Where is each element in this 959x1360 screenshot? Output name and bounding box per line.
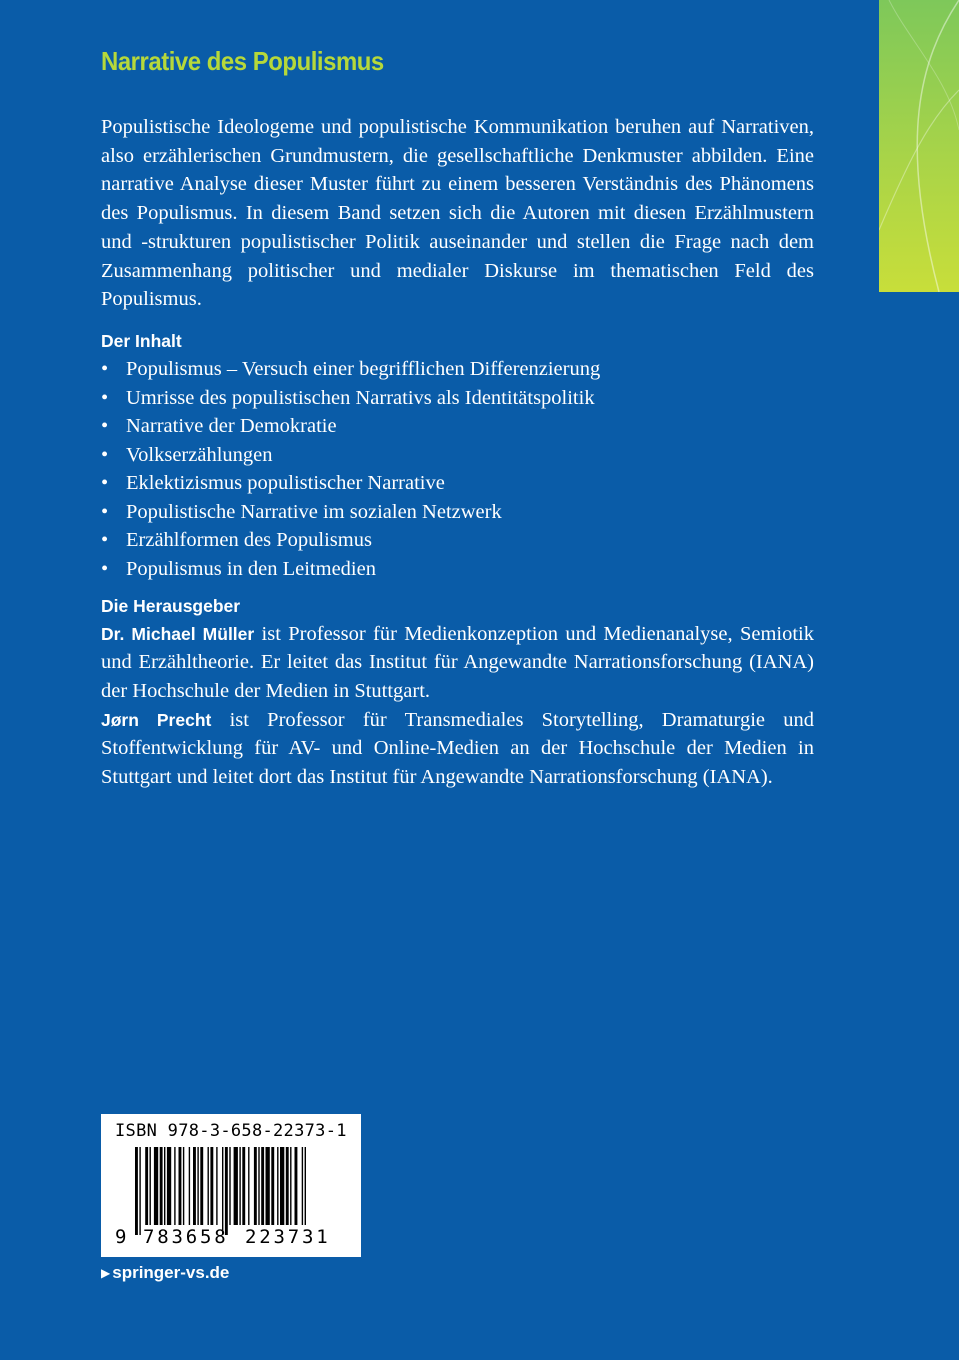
barcode-bar — [295, 1147, 298, 1225]
barcode-bar — [254, 1147, 257, 1225]
barcode-bar — [193, 1147, 196, 1225]
barcode-bar — [179, 1147, 182, 1225]
barcode-bar — [174, 1147, 175, 1225]
contents-item: • Eklektizismus populistischer Narrative — [101, 469, 814, 498]
editor-bio-text: ist Professor für Medienkonzeption und Medienanalyse, Semiotik und Erzähltheorie. Er leitet das Institut für Angewandte Narrationsforschung (IANA) der Hochschule der Medien in Stuttgart. — [101, 622, 814, 703]
bullet-icon: • — [101, 357, 109, 380]
accent-strip — [879, 0, 959, 292]
isbn-barcode — [101, 1114, 361, 1257]
arrow-right-icon: ▶ — [101, 1266, 111, 1280]
barcode-bar — [248, 1147, 249, 1225]
contents-item: • Umrisse des populistischen Narrativs als Identitätspolitik — [101, 384, 814, 413]
book-description: Populistische Ideologeme und populistische Kommunikation beruhen auf Narrativen, also erzählerischen Grundmustern, die gesellschaftliche Denkmuster abbilden. Eine narrative Analyse dieser Muster führt zu einem besseren Verständnis des Phänomens des Populismus. In diesem Band setzen sich die Autoren mit diesen Erzählmustern und -strukturen populistischer Politik auseinander und stellen die Frage nach dem Zusammenhang politischer und medialer Diskurse im thematischen Feld des Populismus. — [101, 116, 814, 311]
barcode-bar — [200, 1147, 203, 1225]
contents-item: • Populistische Narrative im sozialen Netzwerk — [101, 498, 814, 527]
contents-list — [101, 355, 814, 584]
book-title: Narrative des Populismus — [101, 46, 384, 76]
barcode-bar — [150, 1147, 151, 1225]
barcode-bar — [208, 1147, 209, 1225]
barcode-bar — [302, 1147, 303, 1225]
bullet-icon: • — [101, 500, 109, 523]
barcode-bar — [280, 1147, 284, 1225]
barcode-bar — [197, 1147, 198, 1225]
barcode-bar — [234, 1147, 238, 1225]
contents-item: • Populismus – Versuch einer begrifflichen Differenzierung — [101, 355, 814, 384]
editor-bio-precht — [101, 706, 814, 792]
contents-item: • Narrative der Demokratie — [101, 412, 814, 441]
bullet-icon: • — [101, 415, 109, 438]
bullet-icon: • — [101, 529, 109, 552]
bullet-icon: • — [101, 472, 109, 495]
barcode-bar — [286, 1147, 289, 1225]
editor-bio-text: ist Professor für Transmediales Storytelling, Dramaturgie und Stoffentwicklung für AV- und Online-Medien an der Hochschule der Medien in Stuttgart und leitet dort das Institut für Angewandte Narrationsforschung (IANA). — [101, 708, 814, 789]
barcode-digits-right: 223731 — [245, 1226, 331, 1248]
barcode-bar — [242, 1147, 245, 1225]
barcode-bar — [266, 1147, 270, 1225]
barcode-bar — [164, 1147, 165, 1225]
isbn-label: ISBN 978-3-658-22373-1 — [115, 1121, 347, 1141]
barcode-bar — [189, 1147, 190, 1225]
barcode-digits-left: 783658 — [143, 1226, 229, 1248]
editor-name: Dr. Michael Müller — [101, 623, 255, 644]
barcode-bar — [154, 1147, 158, 1225]
barcode-bar — [145, 1147, 148, 1225]
publisher-url: springer-vs.de — [112, 1263, 230, 1282]
editor-name: Jørn Precht — [101, 709, 212, 730]
bullet-icon: • — [101, 443, 109, 466]
barcode-bar — [305, 1147, 306, 1225]
bullet-icon: • — [101, 558, 109, 581]
barcode-bar — [139, 1147, 140, 1235]
contents-heading: Der Inhalt — [101, 330, 182, 351]
editors-heading: Die Herausgeber — [101, 595, 241, 616]
contents-item: • Volkserzählungen — [101, 441, 814, 470]
barcode-bar — [135, 1147, 138, 1235]
bullet-icon: • — [101, 386, 109, 409]
barcode-bar — [258, 1147, 259, 1225]
back-cover-text — [101, 46, 814, 792]
barcode-bar — [167, 1147, 171, 1225]
barcode-bar — [160, 1147, 163, 1225]
barcode-bar — [183, 1147, 184, 1225]
barcode-bar — [271, 1147, 274, 1225]
publisher-link[interactable] — [101, 1263, 229, 1283]
barcode-bar — [277, 1147, 278, 1225]
barcode-bar — [225, 1147, 228, 1235]
barcode-bar — [210, 1147, 213, 1225]
accent-strip-lines — [879, 0, 959, 292]
barcode-bar — [216, 1147, 217, 1225]
barcode-bar — [290, 1147, 291, 1225]
barcode-bar — [261, 1147, 264, 1225]
barcode-digit-first: 9 — [115, 1226, 127, 1248]
barcode-bar — [229, 1147, 230, 1225]
barcode-bar — [239, 1147, 240, 1225]
contents-item: • Populismus in den Leitmedien — [101, 555, 814, 584]
barcode-bar — [222, 1147, 223, 1235]
editor-bio-mueller — [101, 620, 814, 706]
contents-item: • Erzählformen des Populismus — [101, 526, 814, 555]
